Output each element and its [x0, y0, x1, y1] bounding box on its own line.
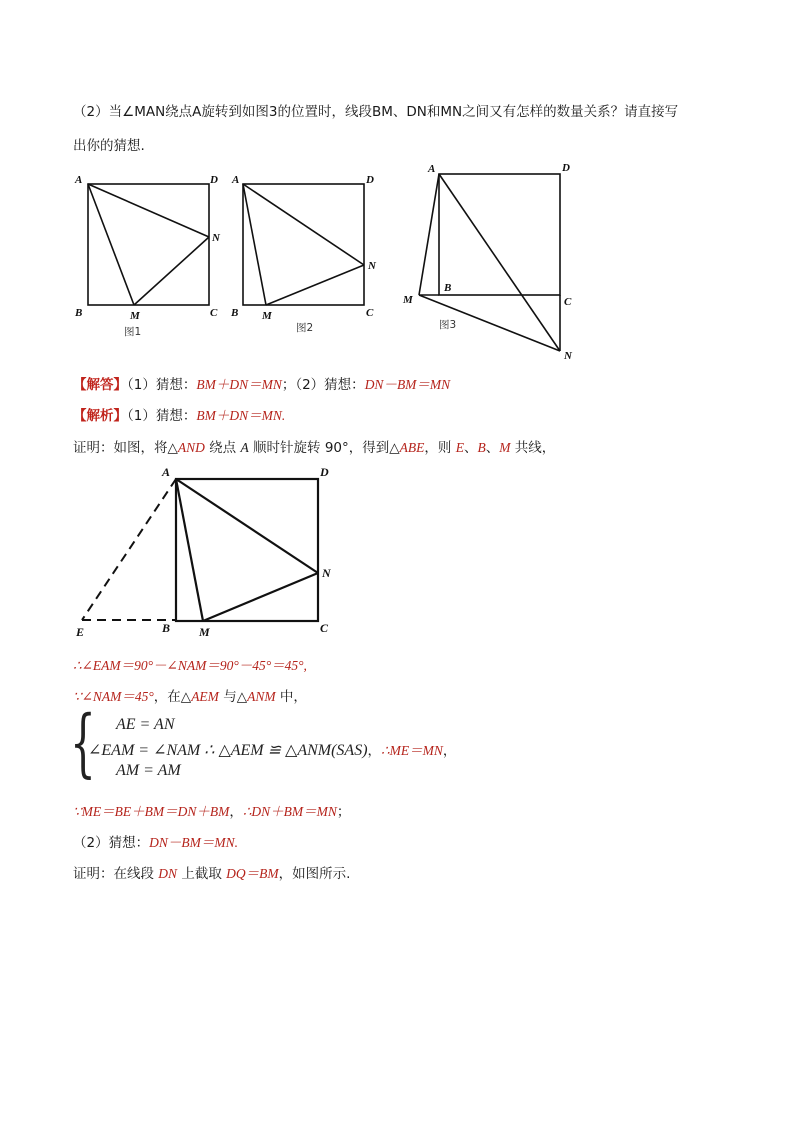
- fig4-label-b: B: [162, 621, 171, 635]
- proof-step-3-c: ∴DN＋BM＝MN: [242, 804, 337, 819]
- part-2-label: （2）猜想：: [73, 835, 150, 851]
- rotation-dashed-lines: [82, 479, 176, 620]
- triangle-abe: ABE: [399, 440, 425, 455]
- proof-intro: [73, 436, 555, 456]
- figure-1: [88, 184, 209, 305]
- fig3-label-c: C: [564, 296, 572, 308]
- fig2-label-b: B: [231, 307, 239, 319]
- answer-line: [73, 373, 450, 393]
- figures-row: [0, 155, 794, 365]
- analysis-p1: （1）猜想：: [127, 408, 197, 424]
- fig2-label-n: N: [368, 260, 376, 272]
- answer-tag: 【解答】: [73, 377, 127, 393]
- comma-1: 、: [463, 440, 478, 456]
- proof-figure: [0, 460, 794, 645]
- proof-intro-text-e: 共线，: [510, 440, 556, 456]
- fig1-label-d: D: [210, 174, 218, 186]
- fig4-label-n: N: [322, 566, 331, 580]
- dq-equals-bm: DQ＝BM: [226, 866, 279, 881]
- analysis-line: [73, 404, 285, 424]
- proof-intro-text-d: ，则: [424, 440, 456, 456]
- system-row-1: AE = AN: [116, 716, 175, 733]
- answer-sep: ；（2）猜想：: [281, 377, 365, 393]
- proof-intro-text-b: 绕点: [204, 440, 241, 456]
- point-e: E: [455, 440, 464, 455]
- fig2-label-c: C: [366, 307, 374, 319]
- fig1-label-m: M: [130, 310, 140, 322]
- congruence-system: [70, 700, 570, 788]
- point-m: M: [499, 440, 511, 455]
- system-row-2-comma-end: ，: [442, 743, 457, 759]
- comma-2: 、: [485, 440, 500, 456]
- fig3-label-m: M: [403, 294, 413, 306]
- proof-step-3-b: ，: [229, 804, 243, 820]
- analysis-tag: 【解析】: [73, 408, 127, 424]
- triangle-anm: ANM: [247, 689, 276, 704]
- system-row-2-main: ∠EAM = ∠NAM ∴ △AEM ≌ △ANM(SAS): [88, 742, 368, 759]
- part-2-conjecture: [73, 831, 238, 851]
- triangle-aem: AEM: [191, 689, 219, 704]
- fig1-label-n: N: [212, 232, 220, 244]
- part-2-proof: [73, 862, 350, 882]
- point-a: A: [240, 440, 249, 455]
- fig2-caption: 图2: [296, 322, 314, 334]
- proof-step-3: [73, 800, 350, 820]
- question-2-line-1: （2）当∠MAN绕点A旋转到如图3的位置时，线段BM、DN和MN之间又有怎样的数量关系？请直接写: [73, 104, 679, 120]
- figure-4: [176, 479, 318, 621]
- fig1-caption: 图1: [124, 326, 142, 338]
- question-2-line-2: 出你的猜想.: [73, 138, 145, 154]
- answer-expr-1: BM＋DN＝MN: [196, 377, 282, 392]
- system-row-3: AM = AM: [116, 762, 181, 779]
- triangle-and: AND: [177, 440, 205, 455]
- part-2-proof-b: 上截取: [177, 866, 227, 882]
- system-row-2-conclusion: ∴ME＝MN: [381, 743, 443, 758]
- part-2-proof-a: 证明：在线段: [73, 866, 159, 882]
- fig2-label-a: A: [232, 174, 240, 186]
- figure-2: [243, 184, 364, 305]
- proof-step-2-a: ∵∠NAM＝45°: [73, 689, 154, 704]
- fig1-label-c: C: [210, 307, 218, 319]
- fig4-label-m: M: [199, 625, 210, 639]
- proof-step-2-c: 与△: [218, 689, 248, 705]
- fig4-label-d: D: [320, 465, 329, 479]
- left-brace: {: [70, 700, 96, 786]
- fig4-label-e: E: [76, 625, 85, 639]
- proof-intro-text-c: 顺时针旋转 90°，得到△: [248, 440, 400, 456]
- proof-step-2-b: ，在△: [153, 689, 192, 705]
- proof-step-1: ∴∠EAM＝90°－∠NAM＝90°－45°＝45°,: [73, 658, 307, 673]
- fig2-label-m: M: [262, 310, 272, 322]
- fig2-label-d: D: [366, 174, 374, 186]
- fig1-label-b: B: [75, 307, 83, 319]
- proof-step-3-d: ；: [336, 804, 351, 820]
- segment-dn: DN: [158, 866, 178, 881]
- proof-intro-text-a: 证明：如图，将△: [73, 440, 178, 456]
- fig3-label-d: D: [562, 162, 570, 174]
- answer-p1: （1）猜想：: [127, 377, 197, 393]
- fig1-label-a: A: [75, 174, 83, 186]
- part-2-proof-c: ，如图所示.: [278, 866, 351, 882]
- fig3-label-a: A: [428, 163, 436, 175]
- fig3-label-n: N: [564, 350, 572, 362]
- point-b: B: [477, 440, 486, 455]
- system-row-2-comma: ，: [367, 743, 382, 759]
- analysis-expr: BM＋DN＝MN.: [196, 408, 286, 423]
- answer-expr-2: DN－BM＝MN: [364, 377, 451, 392]
- fig4-label-a: A: [162, 465, 171, 479]
- fig4-label-c: C: [320, 621, 329, 635]
- proof-step-2: [73, 685, 307, 705]
- fig3-caption: 图3: [439, 319, 457, 331]
- part-2-expr: DN－BM＝MN.: [149, 835, 238, 850]
- proof-step-2-d: 中，: [275, 689, 307, 705]
- fig3-label-b: B: [444, 282, 452, 294]
- proof-step-3-a: ∵ME＝BE＋BM＝DN＋BM: [73, 804, 230, 819]
- system-row-2: [88, 739, 456, 760]
